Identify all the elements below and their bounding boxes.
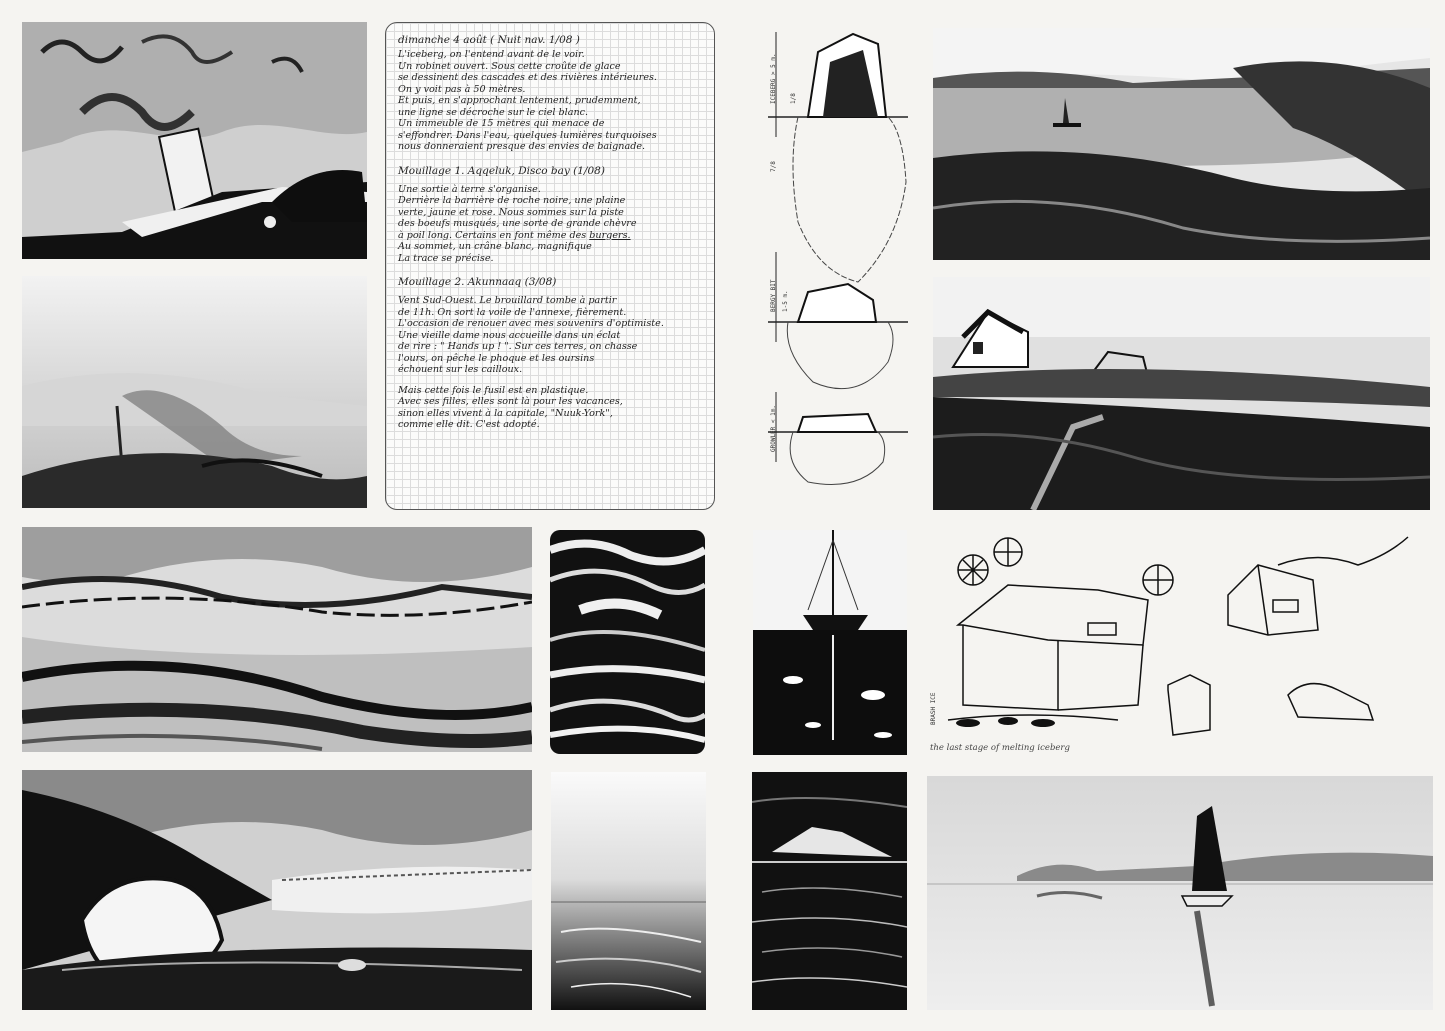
- journal-header: dimanche 4 août ( Nuit nav. 1/08 ): [398, 34, 580, 46]
- journal-line: de 11h. On sort la voile de l'annexe, fièrement.: [398, 306, 627, 318]
- journal-line: [398, 230, 704, 242]
- journal-line: sinon elles vivent à la capitale, "Nuuk-York",: [398, 407, 613, 419]
- brash-ice-label: BRASH ICE: [930, 692, 937, 725]
- journal-line: s'effondrer. Dans l'eau, quelques lumières turquoises: [398, 129, 657, 141]
- journal-line: Vent Sud-Ouest. Le brouillard tombe à partir: [398, 295, 617, 306]
- journal-line: Un immeuble de 15 mètres qui menace de: [398, 118, 605, 129]
- journal-line: nous donneraient presque des envies de baignade.: [398, 141, 646, 152]
- painting-sailboat-reflection: [753, 530, 907, 755]
- iceberg-ratio-above: 1/8: [790, 93, 797, 104]
- growler-label: GROWLER < 1m.: [770, 405, 777, 452]
- journal-line: L'iceberg, on l'entend avant de le voir.: [398, 49, 585, 60]
- journal-line: Un robinet ouvert. Sous cette croûte de glace: [398, 60, 621, 72]
- journal-line: une ligne se décroche sur le ciel blanc.: [398, 106, 589, 118]
- journal-line: l'ours, on pêche le phoque et les oursins: [398, 352, 595, 364]
- journal-line: Avec ses filles, elles sont là pour les vacances,: [398, 396, 623, 407]
- ink-sketches-houses-urchins: [928, 525, 1433, 760]
- journal-line: échouent sur les cailloux.: [398, 364, 523, 375]
- painting-misty-water: [551, 772, 706, 1010]
- iceberg-label: ICEBERG > 5 m.: [770, 53, 777, 104]
- painting-night-sea: [752, 772, 907, 1010]
- painting-sea-horizon: [22, 527, 532, 752]
- journal-underlined-word: burgers.: [589, 229, 631, 241]
- journal-page: [385, 22, 715, 510]
- painting-calm-sea-sailboat: [927, 776, 1433, 1010]
- iceberg-size-diagram: [768, 22, 908, 492]
- bergy-bit-label: BERGY BIT: [770, 279, 777, 312]
- journal-line: Au sommet, un crâne blanc, magnifique: [398, 241, 592, 252]
- bergy-bit-size: 1-5 m.: [782, 290, 789, 312]
- journal-line: Derrière la barrière de roche noire, une plaine: [398, 195, 626, 206]
- painting-foggy-shore: [22, 276, 367, 508]
- journal-line: La trace se précise.: [398, 252, 494, 264]
- journal-heading-mooring-2: Mouillage 2. Akunnaaq (3/08): [398, 276, 557, 288]
- iceberg-ratio-below: 7/8: [770, 161, 777, 172]
- journal-line: de rire : " Hands up ! ". Sur ces terres, on chasse: [398, 341, 638, 352]
- journal-line: Une vieille dame nous accueille dans un éclat: [398, 329, 621, 341]
- painting-waves-close: [550, 530, 705, 754]
- journal-line: des boeufs musqués, une sorte de grande chèvre: [398, 218, 637, 229]
- journal-line: Une sortie à terre s'organise.: [398, 183, 541, 195]
- painting-glacier-iceberg: [22, 770, 532, 1010]
- journal-line: comme elle dit. C'est adopté.: [398, 419, 540, 430]
- journal-heading-mooring-1: Mouillage 1. Aqqeluk, Disco bay (1/08): [398, 164, 605, 177]
- journal-line: On y voit pas à 50 mètres.: [398, 83, 526, 95]
- melting-iceberg-caption: the last stage of melting iceberg: [930, 743, 1070, 753]
- journal-line: se dessinent des cascades et des rivières intérieures.: [398, 72, 657, 83]
- journal-line: L'occasion de renouer avec mes souvenirs d'optimiste.: [398, 318, 664, 329]
- journal-line: Et puis, en s'approchant lentement, prudemment,: [398, 95, 641, 106]
- journal-line-text: à poil long. Certains en font même des: [398, 229, 587, 241]
- journal-line: Mais cette fois le fusil est en plastique.: [398, 384, 589, 396]
- journal-line: verte, jaune et rose. Nous sommes sur la piste: [398, 206, 624, 218]
- painting-sketching-on-deck: [22, 22, 367, 259]
- painting-houses-hillside: [933, 277, 1430, 510]
- painting-bay-sailboat: [933, 28, 1430, 260]
